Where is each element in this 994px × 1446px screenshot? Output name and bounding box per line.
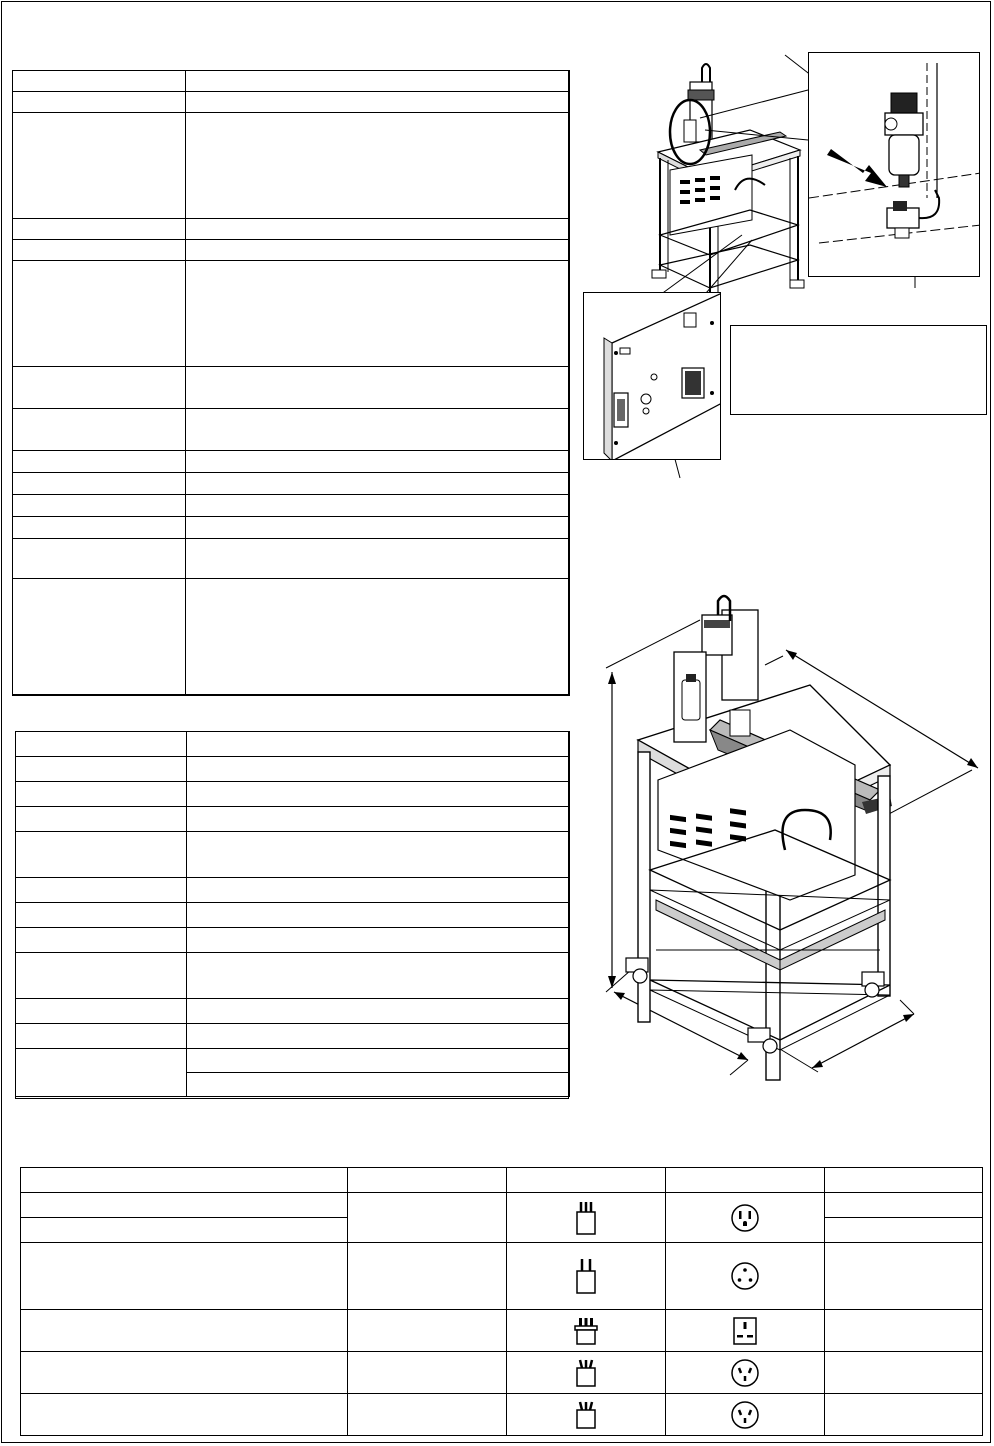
table-row [21,1193,983,1218]
spec-label-cell [13,539,186,579]
spec-value-cell [187,732,570,757]
spec-value-cell [187,782,570,807]
spec-label-cell [16,1049,187,1097]
plug-table [20,1167,983,1436]
table-row [16,732,570,757]
spec-value-cell [187,999,570,1024]
region-cell [21,1193,348,1218]
plug-cell [507,1352,666,1394]
spec-label-cell [16,807,187,832]
table-row [13,539,570,579]
plug-2pin-round-icon [574,1257,598,1295]
spec-label-cell [16,832,187,878]
plug-3pin-angled-icon [573,1358,599,1388]
spec-label-cell [16,732,187,757]
table-row [16,1024,570,1049]
region-cell [21,1243,348,1310]
table-row [16,953,570,999]
region-cell [21,1218,348,1243]
outlet-cell [666,1352,825,1394]
outlet-3slot-angled-icon [730,1358,760,1388]
table-row [16,757,570,782]
table-row [16,928,570,953]
header-cell [666,1168,825,1193]
note-cell [825,1193,983,1218]
outlet-3hole-grounded-icon [730,1203,760,1233]
spec-value-cell [186,579,570,696]
spec-value-cell [187,878,570,903]
spec-table-2 [15,731,570,1097]
voltage-cell [348,1394,507,1436]
voltage-cell [348,1243,507,1310]
region-cell [21,1352,348,1394]
machine-dimension-illustration [600,590,980,1090]
outlet-3hole-triangle-icon [730,1261,760,1291]
outlet-cell [666,1243,825,1310]
spec-value-cell [186,517,570,539]
spec-value-cell [187,903,570,928]
table-row [16,832,570,878]
spec-value-cell [187,1024,570,1049]
spec-label-cell [16,999,187,1024]
voltage-cell [348,1193,507,1243]
table-row [13,579,570,696]
spec-value-cell [187,1073,570,1097]
table-row [16,878,570,903]
table-row [21,1394,983,1436]
voltage-cell [348,1352,507,1394]
note-cell [825,1394,983,1436]
spec-value-cell [187,807,570,832]
table-row [16,1049,570,1073]
table-row [16,807,570,832]
note-callout-box [730,325,987,415]
note-cell [825,1310,983,1352]
spec-label-cell [13,579,186,696]
outlet-3slot-angled-icon [730,1400,760,1430]
table-row [21,1310,983,1352]
rear-panel-illustration [584,293,721,460]
plug-cell [507,1394,666,1436]
table-row [21,1243,983,1310]
plug-3pin-rectangular-icon [572,1317,600,1345]
spec-label-cell [16,928,187,953]
plug-cell [507,1310,666,1352]
spec-value-cell [187,928,570,953]
spec-label-cell [16,782,187,807]
plug-3pin-grounded-icon [574,1200,598,1236]
spec-value-cell [187,953,570,999]
table-row [16,999,570,1024]
spec-value-cell [187,832,570,878]
table-row [21,1352,983,1394]
header-cell [348,1168,507,1193]
outlet-cell [666,1193,825,1243]
header-cell [507,1168,666,1193]
outlet-square-3slot-icon [732,1317,758,1345]
air-regulator-inset [808,52,980,277]
region-cell [21,1310,348,1352]
rear-panel-inset [583,292,721,460]
spec-value-cell [187,1049,570,1073]
spec-label-cell [16,1024,187,1049]
plug-cell [507,1193,666,1243]
plug-3pin-angled-icon [573,1400,599,1430]
outlet-cell [666,1394,825,1436]
outlet-cell [666,1310,825,1352]
plug-table-header [21,1168,983,1193]
spec-label-cell [13,517,186,539]
spec-label-cell [16,903,187,928]
table-row [16,782,570,807]
plug-cell [507,1243,666,1310]
spec-label-cell [16,878,187,903]
table-row [13,517,570,539]
note-cell [825,1243,983,1310]
spec-value-cell [186,539,570,579]
table-row [16,903,570,928]
spec-label-cell [16,757,187,782]
header-cell [21,1168,348,1193]
spec-label-cell [16,953,187,999]
air-regulator-illustration [809,53,980,277]
voltage-cell [348,1310,507,1352]
header-cell [825,1168,983,1193]
spec-value-cell [187,757,570,782]
region-cell [21,1394,348,1436]
note-cell [825,1352,983,1394]
note-cell [825,1218,983,1243]
